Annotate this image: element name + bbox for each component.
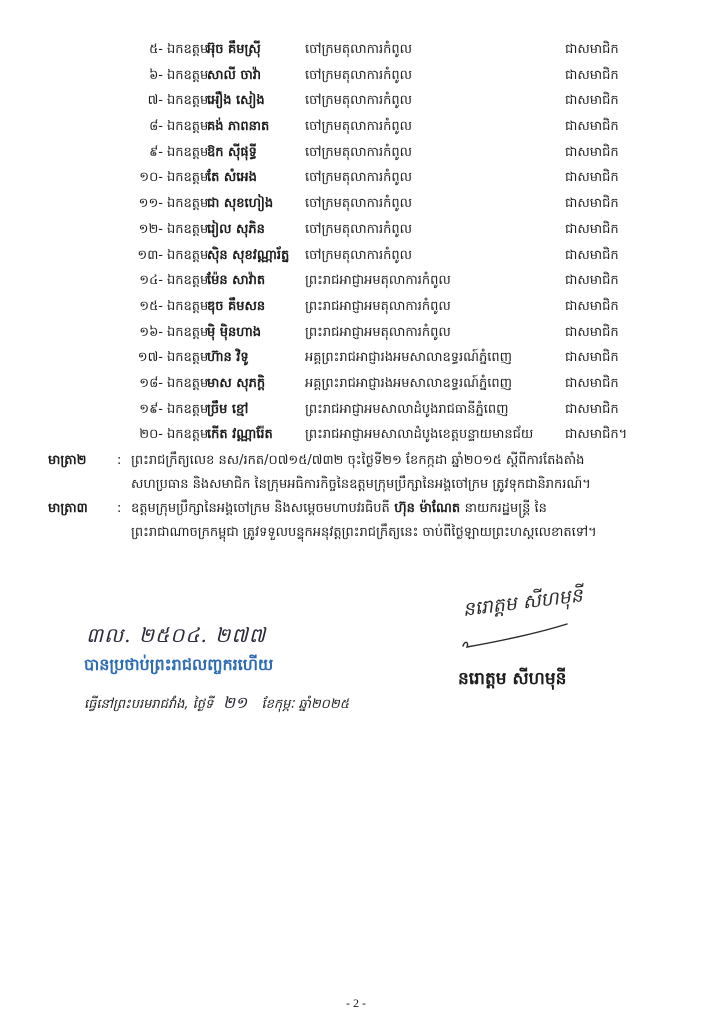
date-month-year: ខែកុម្ភៈ ឆ្នាំ២០២៥ bbox=[261, 697, 349, 712]
member-number: ៩- bbox=[149, 144, 163, 160]
article-label: មាត្រា៣ bbox=[48, 501, 88, 516]
article-line bbox=[0, 473, 724, 497]
member-role: ជាសមាជិក bbox=[565, 119, 619, 135]
member-title: ឯកឧត្តម bbox=[167, 375, 209, 391]
member-row bbox=[126, 217, 666, 243]
articles bbox=[0, 449, 724, 545]
member-row bbox=[126, 294, 666, 320]
member-position: ចៅក្រមតុលាការកំពូល bbox=[305, 247, 413, 263]
member-name: ឌុច គឹមសន bbox=[207, 298, 266, 314]
member-position: ព្រះរាជអាជ្ញាអមតុលាការកំពូល bbox=[305, 273, 451, 289]
member-row bbox=[126, 320, 666, 346]
member-name: រៀល សុភិន bbox=[207, 221, 265, 237]
member-title: ឯកឧត្តម bbox=[167, 144, 209, 160]
royal-signature bbox=[455, 584, 595, 662]
date-line bbox=[84, 691, 404, 717]
member-role: ជាសមាជិក bbox=[565, 298, 619, 314]
member-role: ជាសមាជិក bbox=[565, 144, 619, 160]
signature-handwriting: នរោត្តម សីហមុនី bbox=[461, 584, 584, 621]
member-role: ជាសមាជិក bbox=[565, 67, 619, 83]
article-text: ព្រះរាជាណាចក្រកម្ពុជា ត្រូវទទួលបន្ទុកអនុវត្តព្រះរាជក្រឹត្យនេះ ចាប់ពីថ្ងៃឡាយព្រះហស្តលេខាតទៅ។ bbox=[131, 525, 597, 540]
member-position: ចៅក្រមតុលាការកំពូល bbox=[305, 93, 413, 109]
member-number: ៥- bbox=[149, 42, 163, 57]
member-role: ជាសមាជិក bbox=[565, 247, 619, 263]
article-line bbox=[0, 449, 724, 473]
member-role: ជាសមាជិក bbox=[565, 196, 619, 212]
member-name: ឱក ស៊ីផុទ្ធី bbox=[207, 144, 257, 160]
member-position: អគ្គព្រះរាជអាជ្ញារងអមសាលាឧទ្ធរណ៍ភ្នំពេញ bbox=[305, 350, 512, 366]
member-title: ឯកឧត្តម bbox=[167, 221, 209, 237]
article-separator: : bbox=[117, 501, 122, 516]
member-position: ព្រះរាជអាជ្ញាអមតុលាការកំពូល bbox=[305, 324, 451, 340]
member-role: ជាសមាជិក bbox=[565, 350, 619, 366]
member-role: ជាសមាជិក bbox=[565, 170, 619, 186]
member-list bbox=[126, 37, 666, 448]
member-name: គង់ ភាពនាត bbox=[207, 119, 270, 135]
member-number: ១៨- bbox=[139, 375, 163, 391]
article-text: សហប្រធាន និងសមាជិក នៃក្រុមអធិការកិច្ចនៃឧត្តមក្រុមប្រឹក្សានៃអង្គចៅក្រម ត្រូវទុកជានិរាករណ៍។ bbox=[131, 477, 591, 492]
member-role: ជាសមាជិក bbox=[565, 401, 619, 417]
member-position: ចៅក្រមតុលាការកំពូល bbox=[305, 221, 413, 237]
member-row bbox=[126, 63, 666, 89]
member-position: ចៅក្រមតុលាការកំពូល bbox=[305, 196, 413, 212]
article-line bbox=[0, 521, 724, 545]
member-position: ចៅក្រមតុលាការកំពូល bbox=[305, 42, 413, 57]
member-name: ម៉ិ ម៉ិនហាង bbox=[207, 324, 262, 340]
member-number: ១១- bbox=[138, 196, 163, 212]
member-title: ឯកឧត្តម bbox=[167, 170, 209, 186]
royal-seal-stamp-text: បានប្រថាប់ព្រះរាជលញ្ចករហើយ bbox=[84, 655, 274, 674]
member-name: ស៊ិន សុខវណ្ណារ័ត្ន bbox=[207, 247, 290, 263]
member-row bbox=[126, 268, 666, 294]
member-title: ឯកឧត្តម bbox=[167, 298, 209, 314]
article-text-before: ឧត្តមក្រុមប្រឹក្សានៃអង្គចៅក្រម និងសម្តេចមហាបវរធិបតី bbox=[131, 501, 390, 516]
article-label: មាត្រា២ bbox=[48, 453, 87, 468]
page-number: - 2 - bbox=[346, 996, 366, 1010]
member-row bbox=[126, 37, 666, 63]
member-role: ជាសមាជិក bbox=[565, 273, 619, 289]
member-number: ៦- bbox=[149, 67, 163, 83]
member-name: មាស សុភក្តិ bbox=[207, 375, 266, 391]
member-number: ១៦- bbox=[139, 324, 163, 340]
member-title: ឯកឧត្តម bbox=[167, 324, 209, 340]
member-number: ៧- bbox=[147, 93, 163, 109]
member-role: ជាសមាជិក bbox=[565, 221, 619, 237]
member-row bbox=[126, 397, 666, 423]
article-text-after: នាយករដ្ឋមន្ត្រី នៃ bbox=[464, 501, 547, 516]
handwritten-day: ២១ bbox=[222, 693, 248, 712]
member-role: ជាសមាជិក bbox=[565, 324, 619, 340]
article-text: ព្រះរាជក្រឹត្យលេខ នស/រកត/០៧១៥/៧៣២ ចុះថ្ងៃទី២១ ខែកក្កដា ឆ្នាំ២០១៥ ស្តីពីការតែងតាំង bbox=[131, 453, 585, 468]
member-name: ម៉ែន សាវ៉ាត bbox=[207, 273, 266, 289]
member-row bbox=[126, 371, 666, 397]
article-3 bbox=[0, 497, 724, 545]
member-name: ហ៊ាន វិទូ bbox=[207, 350, 249, 366]
signatory-name: នរោត្តម សីហមុនី bbox=[458, 669, 567, 689]
member-title: ឯកឧត្តម bbox=[167, 273, 209, 289]
signature-underline-stroke bbox=[455, 620, 585, 652]
member-position: ចៅក្រមតុលាការកំពូល bbox=[305, 67, 413, 83]
member-position: ចៅក្រមតុលាការកំពូល bbox=[305, 144, 413, 160]
member-role: ជាសមាជិក bbox=[565, 42, 619, 57]
handwritten-registry-number: ៣ល. ២៥០៤. ២៧៧ bbox=[86, 623, 267, 647]
article-2 bbox=[0, 449, 724, 497]
member-number: ១២- bbox=[138, 221, 163, 237]
member-number: ២០- bbox=[139, 427, 163, 443]
member-title: ឯកឧត្តម bbox=[167, 67, 209, 83]
member-number: ១៧- bbox=[137, 350, 163, 366]
member-row bbox=[126, 140, 666, 166]
member-position: ព្រះរាជអាជ្ញាអមតុលាការកំពូល bbox=[305, 298, 451, 314]
member-name: សាលី ចាវ៉ា bbox=[207, 67, 262, 83]
member-row bbox=[126, 191, 666, 217]
member-number: ១៩- bbox=[139, 401, 163, 417]
member-number: ១៣- bbox=[137, 247, 163, 263]
member-role: ជាសមាជិក។ bbox=[565, 427, 628, 443]
member-name: អឿង សៀង bbox=[207, 93, 265, 109]
member-title: ឯកឧត្តម bbox=[167, 119, 209, 135]
member-number: ៨- bbox=[149, 119, 163, 135]
member-name: អ៊ុច គឹមស្រ៊ី bbox=[207, 42, 261, 57]
article-text bbox=[131, 497, 679, 521]
member-number: ១៤- bbox=[139, 273, 163, 289]
article-line bbox=[0, 497, 724, 521]
member-position: អគ្គព្រះរាជអាជ្ញារងអមសាលាឧទ្ធរណ៍ភ្នំពេញ bbox=[305, 375, 512, 391]
member-role: ជាសមាជិក bbox=[565, 375, 619, 391]
member-title: ឯកឧត្តម bbox=[167, 196, 209, 212]
member-position: ចៅក្រមតុលាការកំពូល bbox=[305, 170, 413, 186]
member-title: ឯកឧត្តម bbox=[167, 350, 209, 366]
member-title: ឯកឧត្តម bbox=[167, 427, 209, 443]
member-role: ជាសមាជិក bbox=[565, 93, 619, 109]
member-title: ឯកឧត្តម bbox=[167, 247, 209, 263]
member-row bbox=[126, 88, 666, 114]
member-position: ព្រះរាជអាជ្ញាអមសាលាដំបូងខេត្តបន្ទាយមានជ័យ bbox=[305, 427, 534, 443]
member-row bbox=[126, 165, 666, 191]
member-position: ព្រះរាជអាជ្ញាអមសាលាដំបូងរាជធានីភ្នំពេញ bbox=[305, 401, 509, 417]
member-number: ១០- bbox=[139, 170, 163, 186]
member-title: ឯកឧត្តម bbox=[167, 93, 209, 109]
prime-minister-name: ហ៊ុន ម៉ាណែត bbox=[394, 501, 461, 516]
member-number: ១៥- bbox=[139, 298, 163, 314]
member-position: ចៅក្រមតុលាការកំពូល bbox=[305, 119, 413, 135]
article-separator: : bbox=[117, 453, 122, 468]
member-name: តែ សំអេង bbox=[207, 170, 257, 186]
member-row bbox=[126, 345, 666, 371]
member-title: ឯកឧត្តម bbox=[167, 42, 209, 57]
member-name: កើត វណ្ណារ៉ែត bbox=[207, 427, 273, 443]
member-title: ឯកឧត្តម bbox=[167, 401, 209, 417]
member-name: ជា សុខហៀង bbox=[207, 196, 274, 212]
member-row bbox=[126, 114, 666, 140]
member-row bbox=[126, 243, 666, 269]
member-row bbox=[126, 422, 666, 448]
date-place: ធ្វើនៅព្រះបរមរាជវាំង, ថ្ងៃទី bbox=[84, 697, 214, 712]
member-name: ច្រឹម ខ្មៅ bbox=[207, 401, 249, 417]
